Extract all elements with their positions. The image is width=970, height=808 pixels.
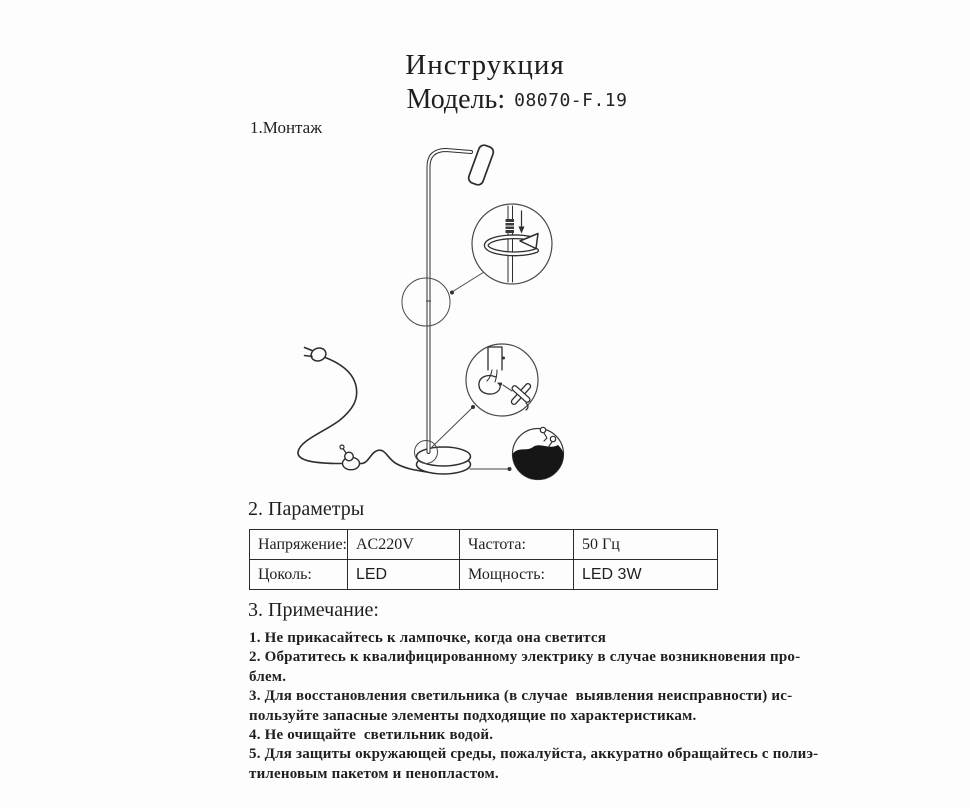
- power-cord: [298, 357, 427, 472]
- pole-joint-callout-ring: [402, 278, 450, 326]
- model-line: [32, 84, 970, 116]
- note-line: 3. Для восстановления светильника (в случае выявления неисправности) ис-: [249, 688, 793, 705]
- screw-icon: [549, 436, 556, 446]
- lamp-head: [467, 144, 495, 187]
- note-line: пользуйте запасные элементы подходящие по характеристикам.: [249, 707, 697, 724]
- note-line: 5. Для защиты окружающей среды, пожалуйста, аккуратно обращайтесь с полиэ-: [249, 746, 819, 763]
- down-arrow-icon: [519, 211, 525, 234]
- callout-pointer-2: [432, 405, 475, 447]
- model-label: Модель:: [406, 84, 506, 115]
- lamp-pole: [427, 150, 472, 452]
- callout-rotation-detail: [472, 204, 552, 284]
- callout-wiring-detail: [466, 344, 538, 416]
- section-heading-assembly: 1.Монтаж: [250, 118, 322, 137]
- rotate-arrow-icon: [486, 234, 538, 254]
- page-title: Инструкция: [405, 49, 565, 81]
- table-row: [250, 530, 718, 560]
- param-value-power: LED 3W: [573, 560, 717, 590]
- callout-pointer-1: [450, 272, 484, 295]
- foot-switch: [340, 445, 360, 470]
- callout-base-detail: [513, 427, 564, 479]
- screw-icon: [540, 427, 547, 441]
- base-joint-callout-ring: [415, 441, 438, 464]
- note-line: тиленовым пакетом и пенопластом.: [249, 765, 499, 782]
- notes-list: [249, 629, 819, 784]
- wire-connector-icon: [510, 383, 531, 410]
- screw-thread-icon: [506, 219, 515, 233]
- param-label-socket: Цоколь:: [250, 560, 348, 590]
- section-heading-parameters: 2. Параметры: [248, 498, 365, 520]
- note-line: 1. Не прикасайтесь к лампочке, когда она светится: [249, 630, 607, 646]
- param-value-socket: LED: [347, 560, 459, 590]
- power-plug-icon: [305, 346, 328, 363]
- param-value-voltage: AC220V: [347, 530, 459, 560]
- parameters-table: [249, 529, 718, 590]
- note-line: 2. Обратитесь к квалифицированному электрику в случае возникновения про-: [249, 649, 801, 666]
- note-line: 4. Не очищайте светильник водой.: [249, 727, 494, 744]
- section-heading-notes: 3. Примечание:: [248, 599, 379, 621]
- model-number: 08070-F.19: [514, 90, 628, 111]
- param-value-frequency: 50 Гц: [573, 530, 717, 560]
- param-label-voltage: Напряжение:: [250, 530, 348, 560]
- param-label-power: Мощность:: [459, 560, 573, 590]
- param-label-frequency: Частота:: [459, 530, 573, 560]
- callout-pointer-3: [470, 467, 512, 471]
- lamp-base: [417, 447, 471, 474]
- table-row: [250, 560, 718, 590]
- note-line: блем.: [249, 668, 287, 685]
